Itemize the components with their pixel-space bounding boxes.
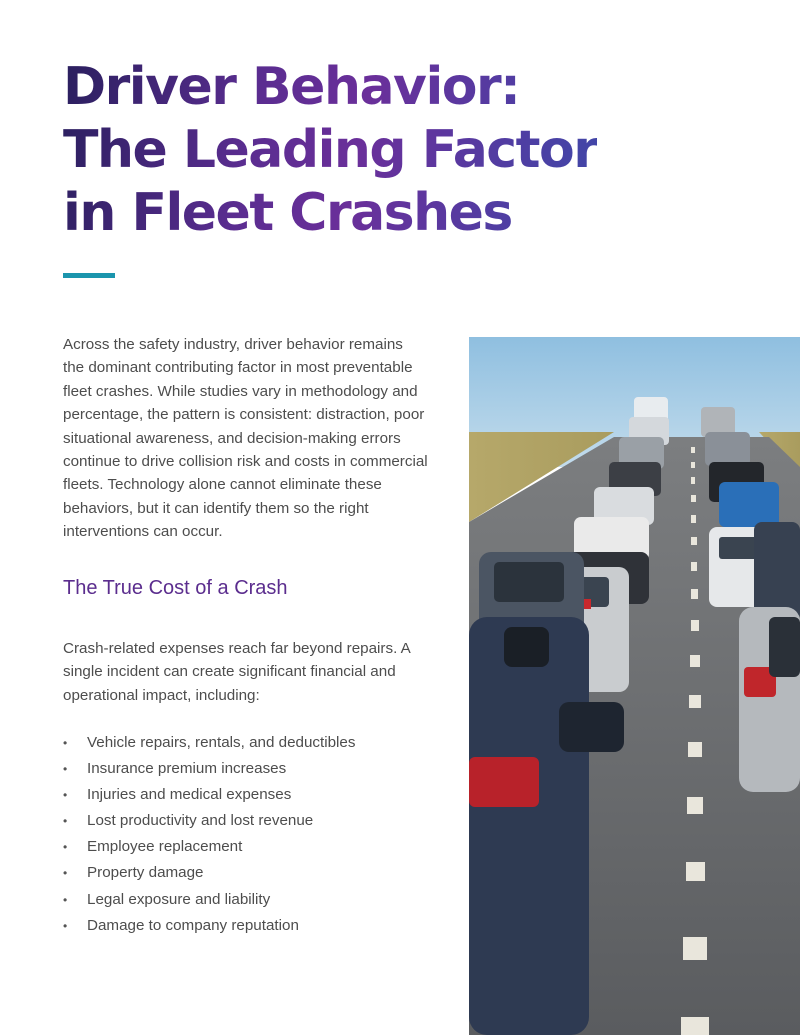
list-item [63,808,355,834]
list-item-text: Employee replacement [87,838,243,856]
intro-paragraph: Across the safety industry, driver behavior remains the dominant contributing factor in most preventable fleet crashes. While studies vary in methodology and percentage, the pattern is consistent: distraction, poor situational awareness, and decision-making errors continue to drive collision risk and costs in commercial fleets. Technology alone cannot eliminate these behaviors, but it can identify them so the right interventions can occur. [63,336,428,541]
bullet-icon: • [63,814,68,829]
title-line-1: Driver Behavior: [63,57,520,117]
list-item [63,730,355,756]
list-item-text: Property damage [87,864,204,882]
list-item-text: Vehicle repairs, rentals, and deductibles [87,734,356,751]
list-item [63,887,355,913]
bullet-icon: • [63,866,68,881]
traffic-jam-photo [469,337,800,1035]
list-item-text: Damage to company reputation [87,916,299,934]
section-paragraph: Crash-related expenses reach far beyond repairs. A single incident can create significant financial and operational impact, including: [63,640,410,704]
page-title [63,56,597,245]
list-item-text: Insurance premium increases [87,760,287,778]
bullet-icon: • [63,736,68,750]
bullet-icon: • [63,918,68,933]
title-line-2: The Leading Factor [63,120,598,180]
bullet-icon: • [63,892,68,907]
bullet-icon: • [63,788,68,803]
list-item [63,756,355,782]
list-item [63,913,355,939]
list-item [63,782,355,808]
title-line-3: in Fleet Crashes [63,183,512,243]
bullet-icon: • [63,762,68,777]
list-item-text: Legal exposure and liability [87,890,271,908]
list-item [63,860,355,886]
list-item-text: Injuries and medical expenses [87,786,292,804]
list-item [63,834,355,860]
accent-rule [63,273,115,278]
cost-list [63,730,355,939]
bullet-icon: • [63,840,68,855]
section-heading: The True Cost of a Crash [63,577,288,599]
list-item-text: Lost productivity and lost revenue [87,812,314,830]
